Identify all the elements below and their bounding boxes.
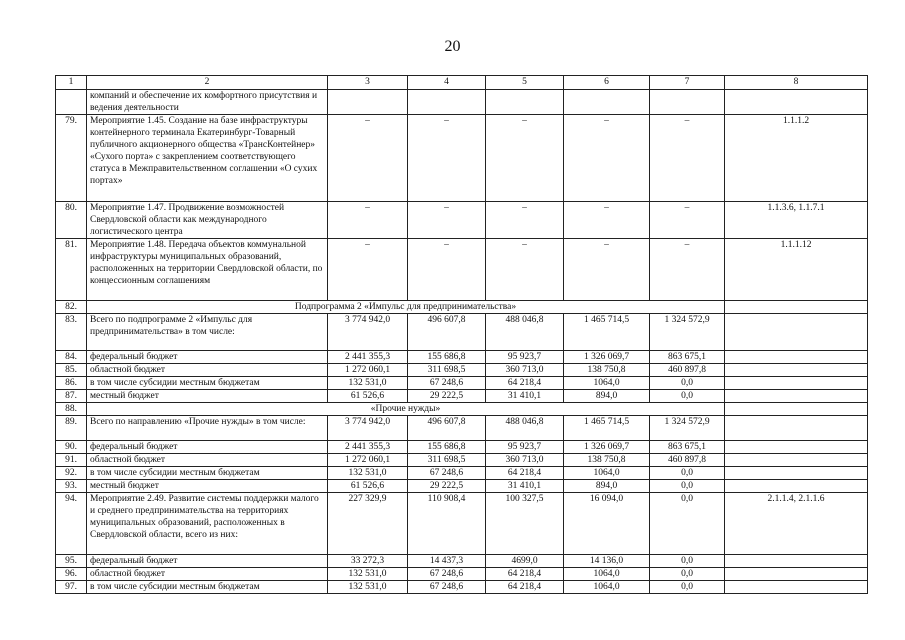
value-cell: 460 897,8 — [650, 364, 725, 377]
value-cell: 894,0 — [564, 480, 650, 493]
row-number-cell: 83. — [56, 314, 87, 351]
table-row — [56, 555, 868, 568]
target-indicator-cell — [725, 351, 868, 364]
table-row — [56, 480, 868, 493]
description-cell: областной бюджет — [87, 568, 328, 581]
value-cell: 3 774 942,0 — [328, 416, 408, 441]
row-number-cell: 87. — [56, 390, 87, 403]
value-cell: – — [328, 239, 408, 301]
value-cell: 33 272,3 — [328, 555, 408, 568]
row-number-cell: 89. — [56, 416, 87, 441]
row-number-cell: 84. — [56, 351, 87, 364]
table-row — [56, 351, 868, 364]
target-indicator-cell — [725, 467, 868, 480]
value-cell: 1064,0 — [564, 568, 650, 581]
row-number-cell: 82. — [56, 301, 87, 314]
value-cell: 64 218,4 — [486, 581, 564, 594]
value-cell: 0,0 — [650, 480, 725, 493]
row-number-cell — [56, 90, 87, 115]
section-title-cell: Подпрограмма 2 «Импульс для предпринимательства» — [87, 301, 725, 314]
description-cell: Мероприятие 1.45. Создание на базе инфраструктуры контейнерного терминала Екатеринбург-Товарный публичного акционерного общества «ТрансКонтейнер» «Сухого порта» с закреплением соответствующего статуса в Межправительственном соглашении «О сухих портах» — [87, 115, 328, 202]
column-header: 1 — [56, 76, 87, 90]
description-cell: федеральный бюджет — [87, 555, 328, 568]
column-header: 7 — [650, 76, 725, 90]
description-cell: в том числе субсидии местным бюджетам — [87, 467, 328, 480]
value-cell: 61 526,6 — [328, 390, 408, 403]
target-indicator-cell — [725, 314, 868, 351]
empty-cell — [725, 403, 868, 416]
page-number: 20 — [444, 38, 461, 55]
value-cell: – — [564, 115, 650, 202]
description-cell: Всего по подпрограмме 2 «Импульс для предпринимательства» в том числе: — [87, 314, 328, 351]
row-number-cell: 85. — [56, 364, 87, 377]
description-cell: федеральный бюджет — [87, 441, 328, 454]
description-cell: Всего по направлению «Прочие нужды» в том числе: — [87, 416, 328, 441]
table-header-row — [56, 76, 868, 90]
empty-cell — [725, 301, 868, 314]
value-cell: 360 713,0 — [486, 364, 564, 377]
table-row — [56, 301, 868, 314]
description-cell: областной бюджет — [87, 364, 328, 377]
value-cell: – — [650, 239, 725, 301]
target-indicator-cell — [725, 581, 868, 594]
row-number-cell: 81. — [56, 239, 87, 301]
column-header: 2 — [87, 76, 328, 90]
row-number-cell: 93. — [56, 480, 87, 493]
table-row — [56, 390, 868, 403]
value-cell: 496 607,8 — [408, 416, 486, 441]
value-cell: 1 326 069,7 — [564, 351, 650, 364]
value-cell: 488 046,8 — [486, 416, 564, 441]
target-indicator-cell — [725, 454, 868, 467]
value-cell: 132 531,0 — [328, 377, 408, 390]
value-cell: 95 923,7 — [486, 351, 564, 364]
value-cell: 0,0 — [650, 390, 725, 403]
value-cell: 64 218,4 — [486, 568, 564, 581]
value-cell: 360 713,0 — [486, 454, 564, 467]
target-indicator-cell — [725, 555, 868, 568]
value-cell: 0,0 — [650, 555, 725, 568]
target-indicator-cell: 1.1.3.6, 1.1.7.1 — [725, 202, 868, 239]
value-cell: 1064,0 — [564, 581, 650, 594]
target-indicator-cell — [725, 390, 868, 403]
value-cell: 110 908,4 — [408, 493, 486, 555]
column-header: 5 — [486, 76, 564, 90]
value-cell: – — [408, 202, 486, 239]
value-cell: – — [650, 115, 725, 202]
value-cell: – — [328, 115, 408, 202]
value-cell: 1064,0 — [564, 467, 650, 480]
value-cell: 64 218,4 — [486, 377, 564, 390]
table-row — [56, 581, 868, 594]
value-cell: 67 248,6 — [408, 467, 486, 480]
row-number-cell: 91. — [56, 454, 87, 467]
table-row — [56, 568, 868, 581]
value-cell: 100 327,5 — [486, 493, 564, 555]
value-cell: 31 410,1 — [486, 390, 564, 403]
value-cell: 863 675,1 — [650, 441, 725, 454]
row-number-cell: 94. — [56, 493, 87, 555]
value-cell: 1064,0 — [564, 377, 650, 390]
description-cell: Мероприятие 1.48. Передача объектов коммунальной инфраструктуры муниципальных образований, расположенных на территории Свердловской области, по концессионным соглашениям — [87, 239, 328, 301]
value-cell: 155 686,8 — [408, 441, 486, 454]
value-cell: 64 218,4 — [486, 467, 564, 480]
value-cell: 138 750,8 — [564, 454, 650, 467]
value-cell — [564, 90, 650, 115]
value-cell: 16 094,0 — [564, 493, 650, 555]
table-row — [56, 441, 868, 454]
row-number-cell: 97. — [56, 581, 87, 594]
value-cell: – — [486, 202, 564, 239]
column-header: 6 — [564, 76, 650, 90]
value-cell: 0,0 — [650, 377, 725, 390]
value-cell: 2 441 355,3 — [328, 441, 408, 454]
table-row — [56, 454, 868, 467]
table-row — [56, 493, 868, 555]
value-cell: 67 248,6 — [408, 377, 486, 390]
value-cell: 1 465 714,5 — [564, 416, 650, 441]
value-cell — [408, 90, 486, 115]
value-cell: 67 248,6 — [408, 568, 486, 581]
value-cell — [486, 90, 564, 115]
table-row — [56, 115, 868, 202]
table-row — [56, 314, 868, 351]
description-cell: компаний и обеспечение их комфортного присутствия и ведения деятельности — [87, 90, 328, 115]
table-row — [56, 239, 868, 301]
row-number-cell: 95. — [56, 555, 87, 568]
value-cell: 863 675,1 — [650, 351, 725, 364]
value-cell: – — [486, 115, 564, 202]
value-cell: 460 897,8 — [650, 454, 725, 467]
column-header: 4 — [408, 76, 486, 90]
description-cell: местный бюджет — [87, 390, 328, 403]
target-indicator-cell — [725, 364, 868, 377]
table-row — [56, 467, 868, 480]
value-cell: 67 248,6 — [408, 581, 486, 594]
value-cell: 488 046,8 — [486, 314, 564, 351]
value-cell — [328, 90, 408, 115]
target-indicator-cell — [725, 377, 868, 390]
target-indicator-cell — [725, 441, 868, 454]
value-cell: 95 923,7 — [486, 441, 564, 454]
row-number-cell: 90. — [56, 441, 87, 454]
description-cell: федеральный бюджет — [87, 351, 328, 364]
table-row — [56, 90, 868, 115]
description-cell: Мероприятие 2.49. Развитие системы поддержки малого и среднего предпринимательства на территориях муниципальных образований, расположенных в Свердловской области, всего из них: — [87, 493, 328, 555]
value-cell: 4699,0 — [486, 555, 564, 568]
value-cell: 2 441 355,3 — [328, 351, 408, 364]
value-cell: 894,0 — [564, 390, 650, 403]
value-cell: 311 698,5 — [408, 454, 486, 467]
value-cell: 0,0 — [650, 493, 725, 555]
value-cell: – — [564, 239, 650, 301]
value-cell: 1 465 714,5 — [564, 314, 650, 351]
table-row — [56, 202, 868, 239]
value-cell: 132 531,0 — [328, 467, 408, 480]
row-number-cell: 92. — [56, 467, 87, 480]
value-cell: 3 774 942,0 — [328, 314, 408, 351]
table-row — [56, 403, 868, 416]
value-cell: 14 136,0 — [564, 555, 650, 568]
row-number-cell: 80. — [56, 202, 87, 239]
table-row — [56, 364, 868, 377]
value-cell: 1 324 572,9 — [650, 314, 725, 351]
row-number-cell: 79. — [56, 115, 87, 202]
value-cell: 31 410,1 — [486, 480, 564, 493]
value-cell: 0,0 — [650, 467, 725, 480]
value-cell: – — [650, 202, 725, 239]
value-cell: 14 437,3 — [408, 555, 486, 568]
value-cell: – — [486, 239, 564, 301]
value-cell: – — [408, 115, 486, 202]
value-cell: 227 329,9 — [328, 493, 408, 555]
column-header: 3 — [328, 76, 408, 90]
value-cell: 132 531,0 — [328, 581, 408, 594]
description-cell: областной бюджет — [87, 454, 328, 467]
value-cell: 0,0 — [650, 568, 725, 581]
row-number-cell: 88. — [56, 403, 87, 416]
table-row — [56, 377, 868, 390]
value-cell: 1 272 060,1 — [328, 454, 408, 467]
value-cell: 1 324 572,9 — [650, 416, 725, 441]
value-cell: – — [328, 202, 408, 239]
value-cell: 496 607,8 — [408, 314, 486, 351]
value-cell: 61 526,6 — [328, 480, 408, 493]
row-number-cell: 86. — [56, 377, 87, 390]
value-cell: 155 686,8 — [408, 351, 486, 364]
description-cell: в том числе субсидии местным бюджетам — [87, 581, 328, 594]
target-indicator-cell — [725, 90, 868, 115]
target-indicator-cell: 1.1.1.12 — [725, 239, 868, 301]
target-indicator-cell: 2.1.1.4, 2.1.1.6 — [725, 493, 868, 555]
value-cell: 138 750,8 — [564, 364, 650, 377]
value-cell: 132 531,0 — [328, 568, 408, 581]
target-indicator-cell — [725, 416, 868, 441]
value-cell: 29 222,5 — [408, 390, 486, 403]
target-indicator-cell — [725, 480, 868, 493]
target-indicator-cell — [725, 568, 868, 581]
table-body — [56, 76, 868, 594]
value-cell: 311 698,5 — [408, 364, 486, 377]
value-cell: 29 222,5 — [408, 480, 486, 493]
value-cell: – — [564, 202, 650, 239]
table-row — [56, 416, 868, 441]
value-cell: – — [408, 239, 486, 301]
target-indicator-cell: 1.1.1.2 — [725, 115, 868, 202]
value-cell — [650, 90, 725, 115]
value-cell: 1 326 069,7 — [564, 441, 650, 454]
row-number-cell: 96. — [56, 568, 87, 581]
description-cell: в том числе субсидии местным бюджетам — [87, 377, 328, 390]
program-table — [55, 75, 868, 594]
value-cell: 1 272 060,1 — [328, 364, 408, 377]
description-cell: местный бюджет — [87, 480, 328, 493]
value-cell: 0,0 — [650, 581, 725, 594]
description-cell: Мероприятие 1.47. Продвижение возможностей Свердловской области как международного логистического центра — [87, 202, 328, 239]
column-header: 8 — [725, 76, 868, 90]
section-title-cell: «Прочие нужды» — [87, 403, 725, 416]
